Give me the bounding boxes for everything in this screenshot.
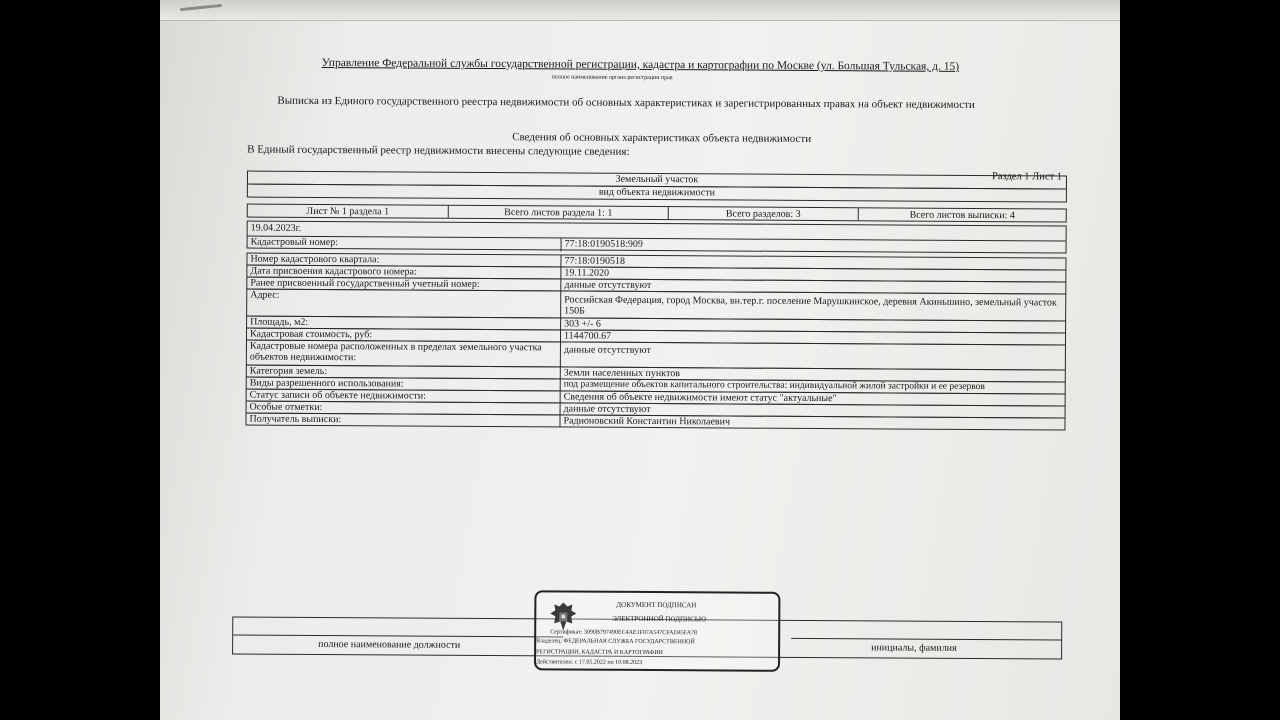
section-title: Сведения об основных характеристиках объекта недвижимости xyxy=(512,131,812,145)
sheets-total: Всего листов выписки: 4 xyxy=(858,208,1066,221)
row-label: Кадастровые номера расположенных в пределах земельного участка объектов недвижимости: xyxy=(249,340,542,364)
row-label: Статус записи об объекте недвижимости: xyxy=(249,389,426,402)
initials-caption: инициалы, фамилия xyxy=(871,642,957,654)
position-cell xyxy=(233,634,563,656)
row-label: Особые отметки: xyxy=(249,401,323,413)
stamp-title-1: ДОКУМЕНТ ПОДПИСАН xyxy=(616,600,697,610)
stamp-owner-1: Владелец: ФЕДЕРАЛЬНАЯ СЛУЖБА ГОСУДАРСТВЕННОЙ xyxy=(536,638,695,646)
object-type-caption: вид объекта недвижимости xyxy=(598,186,715,199)
row-value: 1144700.67 xyxy=(560,330,1065,344)
section-reference: Раздел 1 Лист 1 xyxy=(991,171,1063,183)
position-caption: полное наименование должности xyxy=(318,638,461,651)
characteristics-table xyxy=(245,253,1066,458)
stamp-validity: Действителен: с 17.05.2022 по 10.08.2023 xyxy=(536,659,643,666)
row-value: данные отсутствуют xyxy=(560,403,1065,417)
electronic-signature-stamp xyxy=(534,590,780,672)
sheet-number: Лист № 1 раздела 1 xyxy=(306,205,390,218)
sheet-info-row xyxy=(247,204,1067,223)
object-type: Земельный участок xyxy=(615,173,699,186)
document-page xyxy=(160,10,1120,720)
row-label: Площадь, м2: xyxy=(250,316,309,328)
stamp-owner-2: РЕГИСТРАЦИИ, КАДАСТРА И КАРТОГРАФИИ xyxy=(536,649,663,657)
row-value: 303 +/- 6 xyxy=(560,318,1065,332)
cadastral-number-row xyxy=(248,236,1066,255)
extract-date: 19.04.2023г. xyxy=(250,222,302,234)
intro-text: В Единый государственный реестр недвижимости внесены следующие сведения: xyxy=(247,143,630,158)
row-label: Кадастровая стоимость, руб: xyxy=(249,328,373,341)
stamp-certificate: Сертификат: 3090B797490EC4AE1F07A547CFAD45FA78 xyxy=(550,629,698,637)
initials-cell xyxy=(791,638,1061,660)
cadastral-number-label: Кадастровый номер: xyxy=(250,236,339,249)
row-value: Земли населенных пунктов xyxy=(560,367,1065,381)
extract-title: Выписка из Единого государственного реестра недвижимости об основных характеристиках и зарегистрированных правах на объект недвижимости xyxy=(277,94,975,111)
row-value: Российская Федерация, город Москва, вн.тер.г. поселение Марушкинское, деревня Акиньшино, земельный участок 150Б xyxy=(560,291,1065,320)
row-label: Ранее присвоенный государственный учетный номер: xyxy=(250,277,480,290)
row-label: Дата присвоения кадастрового номера: xyxy=(250,265,417,278)
cadastral-number-value: 77:18:0190518:909 xyxy=(561,238,1066,254)
row-label: Номер кадастрового квартала: xyxy=(250,253,380,266)
row-value: под размещение объектов капитального строительства: индивидуальной жилой застройки и ее резервов xyxy=(560,379,1065,393)
date-cadastral-block xyxy=(247,221,1067,254)
row-label: Получатель выписки: xyxy=(249,413,342,426)
row-label: Виды разрешенного использования: xyxy=(249,377,404,390)
organization-name: Управление Федеральной службы государственной регистрации, кадастра и картографии по Москве (ул. Большая Тульская, д. 15) xyxy=(321,56,960,73)
row-value: 19.11.2020 xyxy=(560,267,1065,281)
row-value: Радионовский Константин Николаевич xyxy=(559,415,1064,429)
sections-total: Всего разделов: 3 xyxy=(668,207,858,220)
document-sheet xyxy=(160,0,1120,720)
row-value: данные отсутствуют xyxy=(560,279,1065,293)
organization-caption: полное наименование органа регистрации прав xyxy=(551,74,673,82)
row-label: Категория земель: xyxy=(249,365,328,378)
row-label: Адрес: xyxy=(250,289,280,301)
row-value: Сведения об объекте недвижимости имеют статус "актуальные" xyxy=(560,391,1065,405)
row-value: данные отсутствуют xyxy=(560,342,1065,369)
stamp-title-2: ЭЛЕКТРОННОЙ ПОДПИСЬЮ xyxy=(612,614,706,624)
row-value: 77:18:0190518 xyxy=(560,255,1065,269)
sheets-in-section: Всего листов раздела 1: 1 xyxy=(448,206,668,219)
